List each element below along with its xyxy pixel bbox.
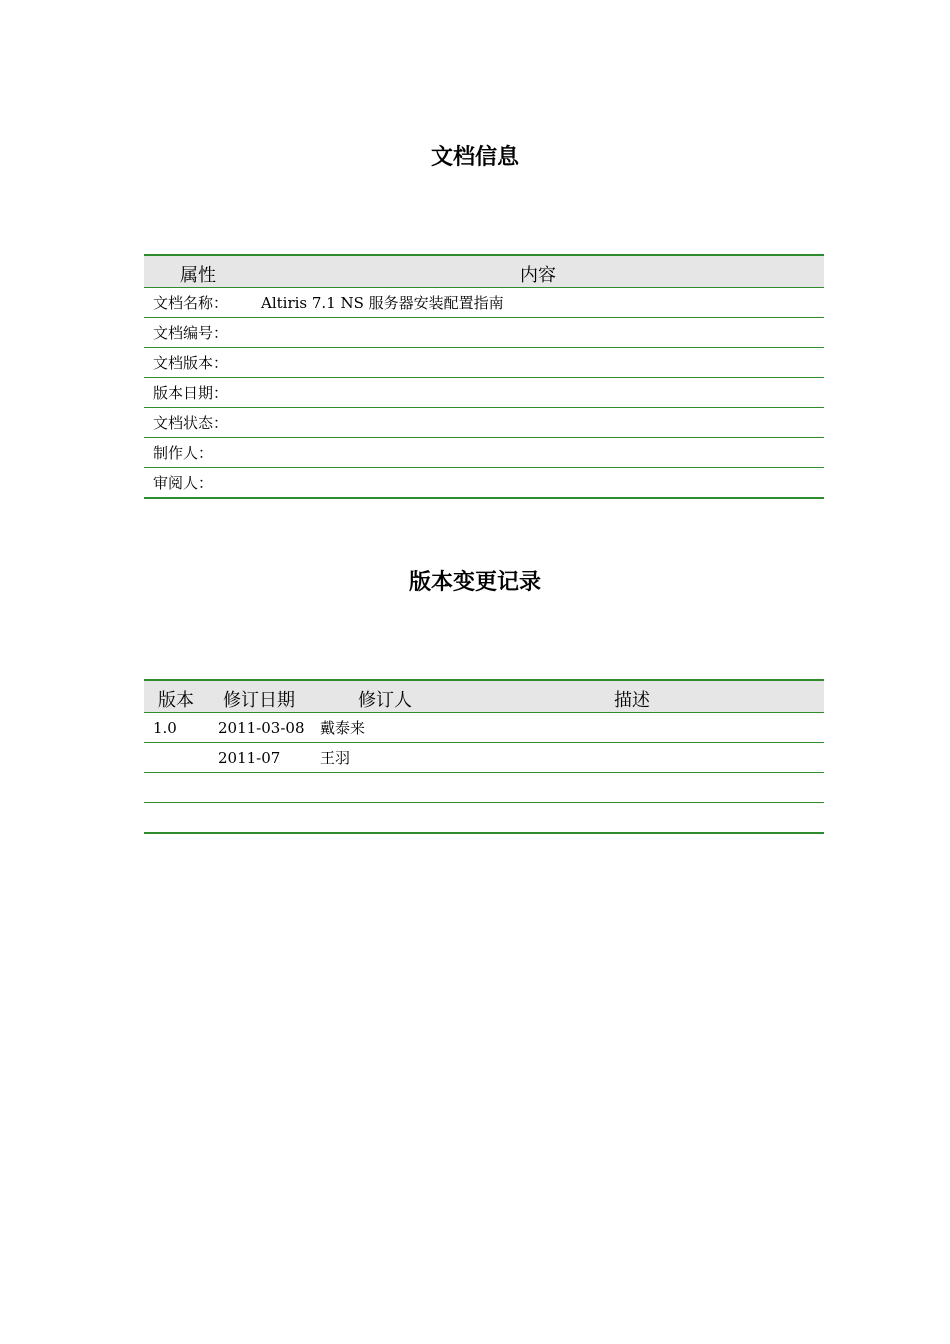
- value-doc-status: [252, 408, 824, 438]
- doc-info-row-date: [144, 378, 824, 408]
- header-description: 描述: [440, 680, 824, 713]
- value-doc-version: [252, 348, 824, 378]
- doc-info-row-reviewer: [144, 468, 824, 499]
- cell-date: 2011-03-08: [209, 713, 310, 743]
- value-doc-number: [252, 318, 824, 348]
- value-doc-name: Altiris 7.1 NS 服务器安装配置指南: [252, 288, 824, 318]
- label-doc-version: 文档版本：: [144, 348, 252, 378]
- cell-author: 戴泰来: [310, 713, 440, 743]
- cell-description: [440, 803, 824, 834]
- cell-version: 1.0: [144, 713, 209, 743]
- table-row: [144, 713, 824, 743]
- table-row: [144, 773, 824, 803]
- label-version-date: 版本日期：: [144, 378, 252, 408]
- cell-author: 王羽: [310, 743, 440, 773]
- doc-info-row-author: [144, 438, 824, 468]
- cell-version: [144, 743, 209, 773]
- doc-info-row-status: [144, 408, 824, 438]
- header-content: 内容: [252, 255, 824, 288]
- header-reviser: 修订人: [310, 680, 440, 713]
- cell-description: [440, 743, 824, 773]
- version-history-header-row: [144, 680, 824, 713]
- doc-info-table: [144, 254, 824, 499]
- cell-version: [144, 773, 209, 803]
- label-doc-name: 文档名称：: [144, 288, 252, 318]
- cell-date: [209, 773, 310, 803]
- cell-author: [310, 773, 440, 803]
- doc-info-title: 文档信息: [430, 145, 519, 170]
- header-version: 版本: [144, 680, 209, 713]
- doc-info-row-version: [144, 348, 824, 378]
- label-reviewer: 审阅人：: [153, 474, 214, 492]
- label-doc-number: 文档编号：: [144, 318, 252, 348]
- doc-info-header-row: [144, 255, 824, 288]
- doc-info-row-number: [144, 318, 824, 348]
- header-attr: 属性: [144, 255, 252, 288]
- value-reviewer: [252, 468, 824, 499]
- label-doc-status: 文档状态：: [144, 408, 252, 438]
- cell-version: [144, 803, 209, 834]
- value-version-date: [252, 378, 824, 408]
- label-author: 制作人：: [144, 438, 252, 468]
- header-revision-date: 修订日期: [209, 680, 310, 713]
- version-history-table: [144, 679, 824, 834]
- cell-date: 2011-07: [209, 743, 310, 773]
- version-history-title: 版本变更记录: [408, 570, 541, 595]
- doc-info-row-name: [144, 288, 824, 318]
- table-row: [144, 743, 824, 773]
- table-row: [144, 803, 824, 834]
- cell-date: [209, 803, 310, 834]
- cell-author: [310, 803, 440, 834]
- cell-description: [440, 713, 824, 743]
- value-author: [252, 438, 824, 468]
- cell-description: [440, 773, 824, 803]
